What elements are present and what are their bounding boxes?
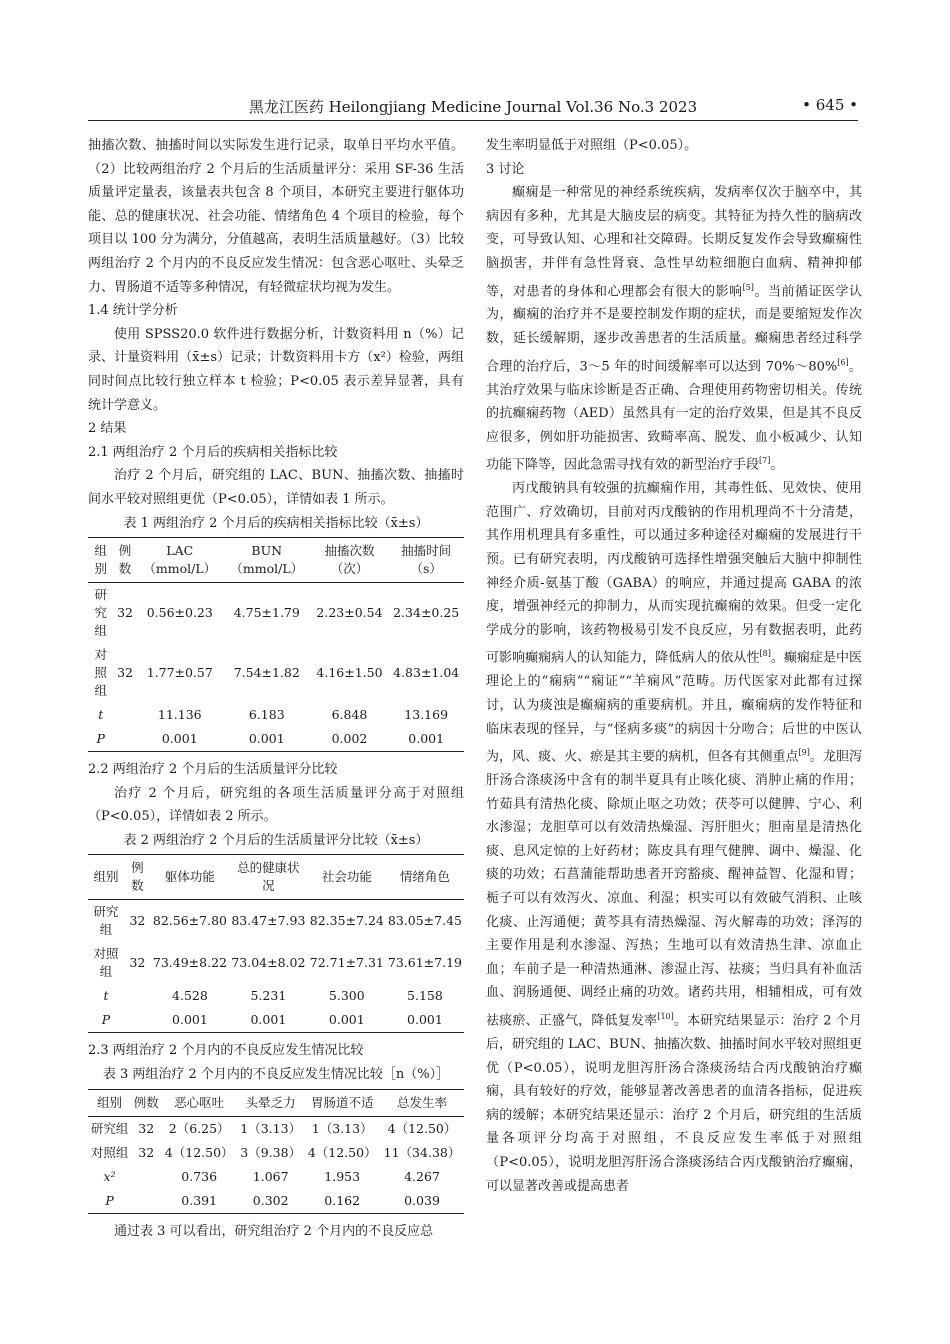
results-continuation: 发生率明显低于对照组（P<0.05）。: [486, 138, 698, 153]
table-2-caption: 表 2 两组治疗 2 个月后的生活质量评分比较（x̄±s）: [123, 832, 429, 848]
table-3-caption: 表 3 两组治疗 2 个月内的不良反应发生情况比较［n（%）］: [102, 1067, 450, 1083]
table-cell: 0.391: [181, 1192, 218, 1208]
table-1-header: 抽搐次数（次）: [324, 543, 375, 577]
table-cell: 4（12.50）: [387, 1120, 457, 1136]
table-cell: 73.49±8.22: [152, 955, 227, 971]
table-cell: [113, 703, 136, 727]
table-cell: 1.77±0.57: [146, 665, 213, 681]
table-cell: 5.158: [407, 988, 443, 1004]
discussion-text: 癫痫是一种常见的神经系统疾病，发病率仅次于脑卒中，其病因有多种，尤其是大脑皮层的病变。其特征为持久性的脑病改变，可导致认知、心理和社交障碍。长期反复发作会导致癫痫性脑损害，并伴有急性肾衰、急性早幼粒细胞白血病、精神抑郁等，对患者的身体和心理都会有很大的影响: [486, 185, 862, 299]
table-3: [88, 1089, 464, 1214]
table-2-header: 社会功能: [321, 869, 372, 885]
results-2-2-paragraph: 治疗 2 个月后，研究组的各项生活质量评分高于对照组（P<0.05），详情如表 2 所示。: [88, 785, 464, 825]
table-cell: 研究组: [90, 1120, 129, 1136]
citation-6: [6]: [837, 357, 849, 367]
table-cell: P: [96, 731, 105, 747]
citation-5: [5]: [742, 282, 754, 292]
table-cell: [131, 1165, 161, 1189]
table-cell: 4.528: [172, 988, 208, 1004]
table-cell: x²: [103, 1168, 116, 1184]
discussion-paragraph-1: [486, 181, 862, 477]
table-3-header: 头晕乏力: [245, 1094, 296, 1110]
table-2-header: 情绪角色: [399, 869, 450, 885]
page-number: • 645 •: [802, 96, 858, 114]
section-2-1-heading: 2.1 两组治疗 2 个月后的疾病相关指标比较: [88, 444, 338, 460]
table-cell: 6.848: [331, 707, 368, 723]
table-cell: 5.300: [328, 988, 365, 1004]
right-column: [486, 134, 862, 1198]
table-row: [88, 643, 464, 703]
table-cell: [113, 727, 136, 752]
table-2-header: 躯体功能: [164, 869, 215, 885]
table-cell: t: [98, 707, 104, 723]
discussion-text: 。当前循证医学认为，癫痫的治疗并不是要控制发作期的症状，而是要缩短发作次数，延长缓解期，逐步改善患者的生活质量。癫痫患者经过科学合理的治疗后，3～5 年的时间缓解率可以达到 70%～80%: [486, 283, 862, 374]
table-row: [88, 727, 464, 752]
table-cell: 2.23±0.54: [316, 605, 383, 621]
table-cell: t: [103, 988, 109, 1004]
table-cell: 7.54±1.82: [233, 665, 300, 681]
left-column: [88, 134, 464, 1243]
table-row: [88, 1141, 464, 1165]
header-rule: [88, 120, 858, 121]
table-cell: 83.47±7.93: [231, 913, 306, 929]
table-cell: [131, 1189, 161, 1214]
table-cell: 32: [117, 605, 133, 621]
table-2: [88, 854, 464, 1033]
table-cell: 0.001: [250, 1012, 287, 1028]
table-1-header: BUN（mmol/L）: [230, 543, 304, 577]
citation-9: [9]: [798, 748, 810, 758]
table-cell: 0.001: [408, 731, 445, 747]
table-3-header: 总发生率: [397, 1094, 448, 1110]
results-2-1-paragraph: 治疗 2 个月后，研究组的 LAC、BUN、抽搐次数、抽搐时间水平较对照组更优（P<0.05），详情如表 1 所示。: [88, 468, 464, 507]
journal-title: 黑龙江医药 Heilongjiang Medicine Journal Vol.36 No.3 2023: [248, 98, 698, 116]
table-row: [88, 1008, 464, 1033]
table-row: [88, 1165, 464, 1189]
table-1-header: LAC（mmol/L）: [143, 543, 217, 577]
table-cell: 2（6.25）: [168, 1120, 230, 1136]
section-2-2-heading: 2.2 两组治疗 2 个月后的生活质量评分比较: [88, 762, 338, 778]
table-cell: 83.05±7.45: [387, 913, 462, 929]
citation-7: [7]: [759, 456, 771, 466]
table-cell: [124, 984, 151, 1008]
table-cell: 0.302: [252, 1192, 289, 1208]
table-cell: 0.001: [161, 731, 198, 747]
discussion-text: 丙戊酸钠具有较强的抗癫痫作用，其毒性低、见效快、使用范围广、疗效确切，目前对丙戊酸钠的作用机理尚不十分清楚，其作用机理具有多重性，可以通过多种途径对癫痫的发展进行干预。已有研究表明，丙戊酸钠可选择性增强突触后大脑中抑制性神经介质-氨基丁酸（GABA）的响应，并通过提高 GABA 的浓度，增强神经元的抑制力，从而实现抗癫痫的效果。但受一定化学成分的影响，该药物极易引发不良反应，另有数据表明，此药可影响癫痫病人的认知能力，降低病人的依从性: [486, 481, 862, 666]
page-header: [88, 96, 858, 122]
table-row: [88, 1116, 464, 1141]
table-cell: [124, 1008, 151, 1033]
discussion-text: 。癫痫症是中医理论上的“痫病”“痫证”“羊痫风”范畴。历代医家对此都有过探讨，认为痰浊是癫痫病的重要病机。并且，癫痫病的发作特征和临床表现的怪异，与“怪病多痰”的病因十分吻合；后世的中医认为，风、痰、火、瘀是其主要的病机，但各有其侧重点: [486, 650, 862, 765]
table-row: [88, 1189, 464, 1214]
table-cell: P: [105, 1192, 114, 1208]
table-cell: 研究组: [93, 904, 119, 938]
table-3-header: 例数: [133, 1094, 159, 1110]
table-cell: 0.56±0.23: [146, 605, 213, 621]
citation-10: [10]: [657, 1012, 674, 1022]
table-cell: 0.162: [324, 1192, 361, 1208]
discussion-text: 。龙胆泻肝汤合涤痰汤中含有的制半夏具有止咳化痰、消肿止痛的作用；竹茹具有清热化痰、除烦止呕之功效；茯苓可以健脾、宁心、利水渗湿；龙胆草可以有效清热燥湿、泻肝胆火；胆南星是清热化痰、息风定惊的上好药材；陈皮具有理气健脾、调中、燥湿、化痰的功效；石菖蒲能帮助患者开窍豁痰、醒神益智、化湿和胃；栀子可以有效泻火、凉血、利湿；枳实可以有效破气消积、止咳化痰、止泻通便；黄芩具有清热燥湿、泻火解毒的功效；泽泻的主要作用是利水渗湿、泻热；生地可以有效清热生津、凉血止血；车前子是一种清热通淋、渗湿止泻、祛痰；当归具有补血活血、润肠通便、调经止痛的功效。诸药共用，相辅相成，可有效祛痰瘀、正盛气，降低复发率: [486, 749, 862, 1029]
table-row: [88, 900, 464, 943]
table-1-header: 抽搐时间（s）: [401, 543, 452, 577]
table-cell: 0.001: [407, 1012, 443, 1028]
table-2-header: 组别: [93, 869, 119, 885]
table-cell: 1（3.13）: [240, 1120, 302, 1136]
table-cell: 对照组: [94, 647, 107, 699]
table-cell: 0.001: [248, 731, 285, 747]
section-2-3-heading: 2.3 两组治疗 2 个月内的不良反应发生情况比较: [88, 1043, 364, 1059]
table-cell: 0.039: [404, 1192, 440, 1208]
table-2-header: 例数: [131, 860, 144, 894]
table-cell: 73.61±7.19: [387, 955, 462, 971]
table-1: [88, 537, 464, 752]
table-cell: P: [101, 1012, 111, 1028]
table-cell: 研究组: [94, 587, 107, 639]
table-1-header: 例数: [118, 543, 132, 577]
table-cell: 0.001: [172, 1012, 208, 1028]
table-cell: 1.953: [324, 1168, 361, 1184]
table-cell: 32: [117, 665, 133, 681]
table-cell: 32: [129, 913, 146, 929]
table-cell: 32: [129, 955, 146, 971]
table-1-caption: 表 1 两组治疗 2 个月后的疾病相关指标比较（x̄±s）: [123, 515, 429, 531]
table-cell: 13.169: [404, 707, 449, 723]
table-row: [88, 583, 464, 644]
section-1-4-heading: 1.4 统计学分析: [88, 303, 178, 319]
table-3-header: 胃肠道不适: [310, 1094, 374, 1110]
table-cell: 5.231: [250, 988, 287, 1004]
discussion-paragraph-2: [486, 477, 862, 1198]
table-cell: 73.04±8.02: [231, 955, 306, 971]
table-3-header: 组别: [97, 1094, 123, 1110]
table-cell: 0.736: [181, 1168, 218, 1184]
table-cell: 32: [138, 1120, 155, 1136]
table-row: [88, 703, 464, 727]
table-3-header: 恶心呕吐: [174, 1094, 225, 1110]
citation-8: [8]: [759, 649, 771, 659]
table-row: [88, 984, 464, 1008]
table-1-header: 组别: [94, 543, 107, 577]
table-cell: 6.183: [248, 707, 285, 723]
methods-paragraph: 抽搐次数、抽搐时间以实际发生进行记录，取单日平均水平值。（2）比较两组治疗 2 个月后的生活质量评分：采用 SF-36 生活质量评定量表，该量表共包含 8 个项目，本研究主要进行躯体功能、总的健康状况、社会功能、情绪角色 4 个项目的检验，每个项目以 100 分为满分，分值越高，表明生活质量越好。（3）比较两组治疗 2 个月内的不良反应发生情况：包含恶心呕吐、头晕乏力、胃肠道不适等多种情况，有轻微症状均视为发生。: [88, 138, 464, 295]
table-cell: 对照组: [90, 1144, 129, 1160]
discussion-text: 。其治疗效果与临床诊断是否正确、合理使用药物密切相关。传统的抗癫痫药物（AED）虽然具有一定的治疗效果，但是其不良反应很多，例如肝功能损害、致畸率高、脱发、血小板减少、认知功能下降等，因此急需寻找有效的新型治疗手段: [486, 359, 862, 473]
table-cell: 4.267: [404, 1168, 440, 1184]
table-cell: 11（34.38）: [383, 1144, 461, 1160]
table-cell: 4（12.50）: [307, 1144, 377, 1160]
table-cell: 4.83±1.04: [393, 665, 460, 681]
results-2-3-paragraph: 通过表 3 可以看出，研究组治疗 2 个月内的不良反应总: [114, 1223, 434, 1239]
table-cell: 82.35±7.24: [309, 913, 384, 929]
discussion-text: 。本研究结果显示：治疗 2 个月后，研究组的 LAC、BUN、抽搐次数、抽搐时间水平较对照组更优（P<0.05），说明龙胆泻肝汤合涤痰汤结合丙戊酸钠治疗癫痫，具有较好的疗效，能够显著改善患者的血清各指标，促进疾病的缓解；本研究结果还显示：治疗 2 个月后，研究组的生活质量各项评分均高于对照组，不良反应发生率低于对照组（P<0.05），说明龙胆泻肝汤合涤痰汤结合丙戊酸钠治疗癫痫，可以显著改善或提高患者: [486, 1013, 862, 1194]
table-cell: 32: [138, 1144, 155, 1160]
table-cell: 0.002: [331, 731, 368, 747]
table-cell: 4.75±1.79: [233, 605, 300, 621]
table-cell: 72.71±7.31: [309, 955, 384, 971]
section-3-heading: 3 讨论: [486, 161, 525, 177]
table-cell: 1（3.13）: [311, 1120, 373, 1136]
table-row: [88, 942, 464, 984]
table-2-header: 总的健康状况: [237, 860, 300, 894]
section-2-heading: 2 结果: [88, 421, 127, 437]
table-cell: 2.34±0.25: [393, 605, 460, 621]
table-cell: 4.16±1.50: [316, 665, 383, 681]
statistics-paragraph: 使用 SPSS20.0 软件进行数据分析，计数资料用 n（%）记录、计量资料用（x̄±s）记录；计数资料用卡方（x²）检验，两组同时间点比较行独立样本 t 检验；P<0.05 表示差异显著，具有统计学意义。: [88, 326, 464, 413]
discussion-text: 。: [770, 457, 784, 473]
table-cell: 1.067: [252, 1168, 289, 1184]
table-cell: 0.001: [328, 1012, 365, 1028]
table-cell: 11.136: [157, 707, 202, 723]
table-cell: 82.56±7.80: [152, 913, 227, 929]
table-cell: 4（12.50）: [164, 1144, 234, 1160]
table-cell: 对照组: [93, 946, 119, 980]
table-cell: 3（9.38）: [240, 1144, 302, 1160]
